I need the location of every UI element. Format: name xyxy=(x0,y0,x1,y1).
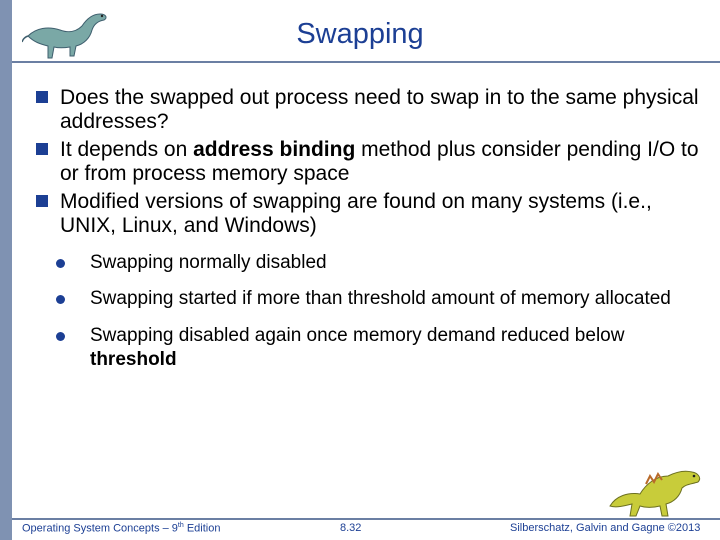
round-bullet-icon xyxy=(56,332,65,341)
subbullet-text-pre: Swapping disabled again once memory demand reduced below xyxy=(90,325,625,346)
slide-title: Swapping xyxy=(296,18,424,50)
subbullet-text-bold: threshold xyxy=(90,349,177,370)
left-side-bar xyxy=(0,0,12,540)
bullet-text-post: method plus consider pending I/O to or from process memory space xyxy=(60,138,699,185)
subbullet-text: Swapping normally disabled xyxy=(90,252,327,273)
subbullet-text: Swapping started if more than threshold amount of memory allocated xyxy=(90,288,671,309)
bullet-text: Does the swapped out process need to swap in to the same physical addresses? xyxy=(60,86,699,133)
bullet-item-3 xyxy=(36,190,706,238)
subbullet-item-2 xyxy=(36,287,706,311)
square-bullet-icon xyxy=(36,195,48,207)
bullet-list xyxy=(36,86,706,372)
bullet-item-1 xyxy=(36,86,706,134)
footer-page-number: 8.32 xyxy=(340,522,362,534)
bullet-text: Modified versions of swapping are found on many systems (i.e., UNIX, Linux, and Windows) xyxy=(60,190,652,237)
bullet-item-2 xyxy=(36,138,706,186)
square-bullet-icon xyxy=(36,91,48,103)
round-bullet-icon xyxy=(56,295,65,304)
footer-copyright: Silberschatz, Galvin and Gagne ©2013 xyxy=(510,522,701,534)
footer-book-title: Operating System Concepts – 9th Edition xyxy=(22,522,221,535)
dinosaur-bottom-icon xyxy=(606,462,706,520)
bullet-text-pre: It depends on xyxy=(60,138,194,161)
footer-divider xyxy=(12,518,720,520)
subbullet-item-3 xyxy=(36,324,706,372)
round-bullet-icon xyxy=(56,259,65,268)
square-bullet-icon xyxy=(36,143,48,155)
header-divider xyxy=(12,61,720,63)
bullet-text-bold: address binding xyxy=(193,138,356,161)
subbullet-item-1 xyxy=(36,251,706,275)
